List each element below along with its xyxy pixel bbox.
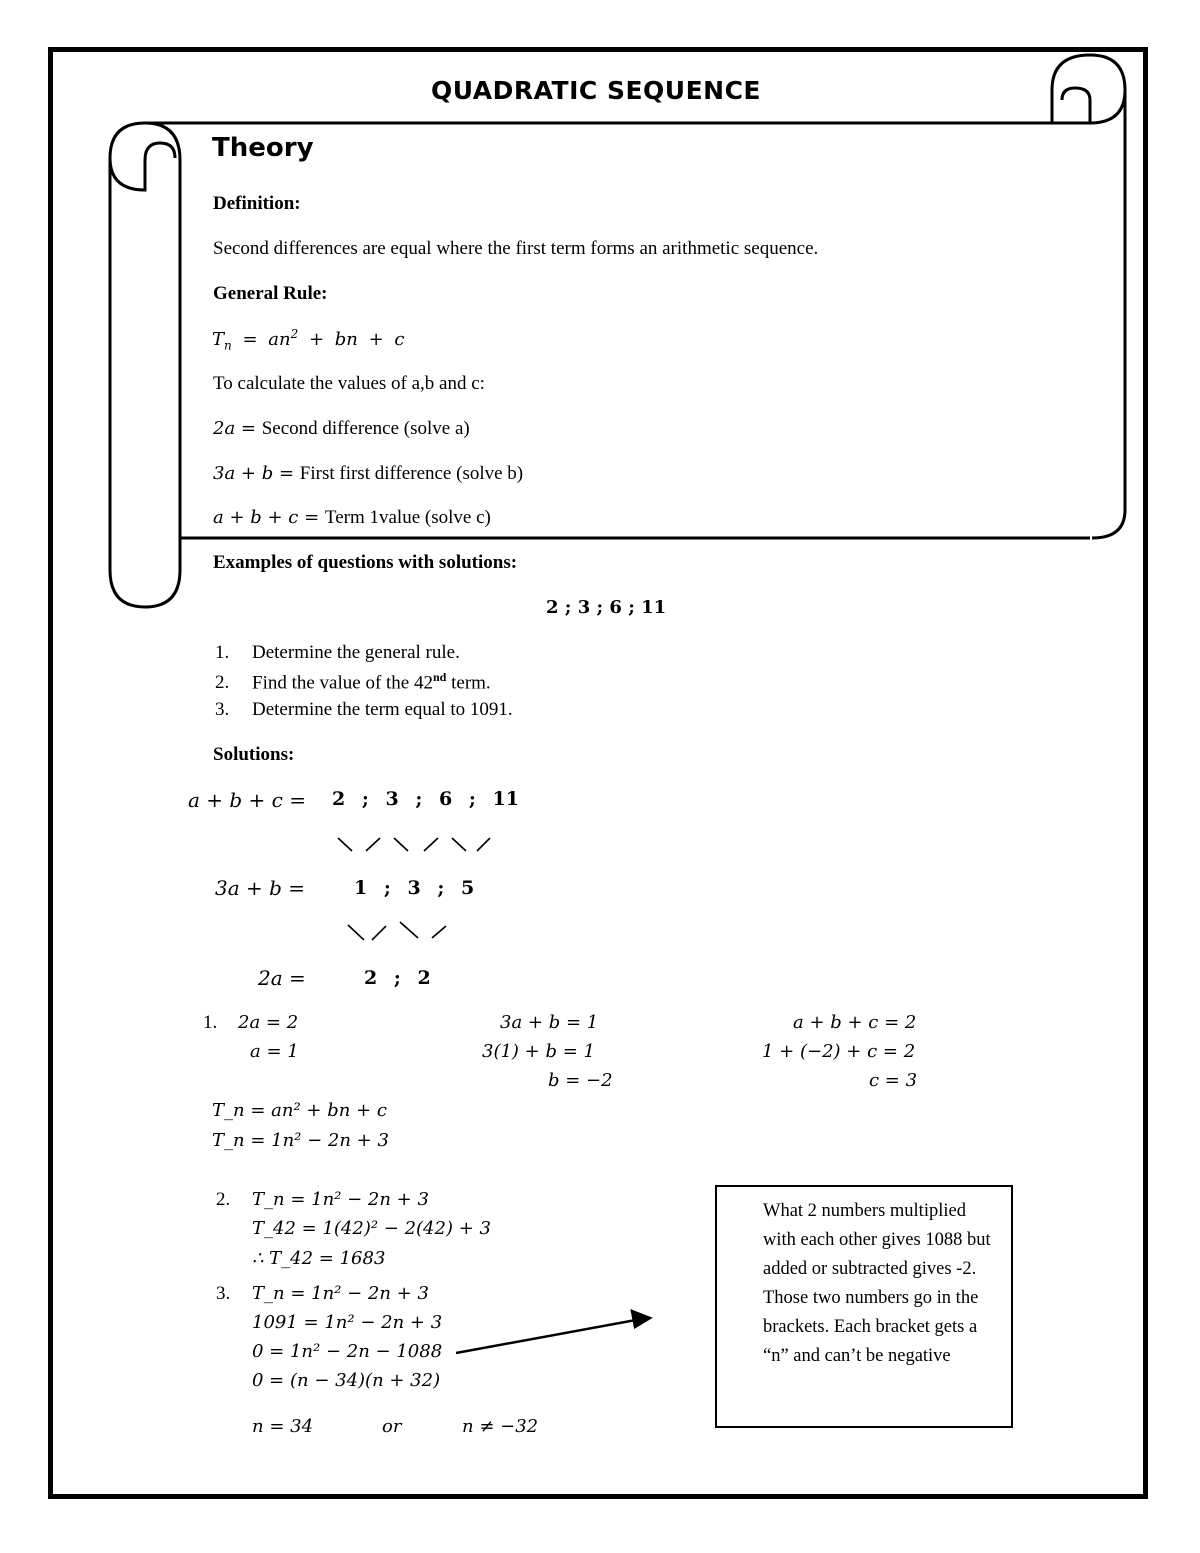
solutions-heading: Solutions: bbox=[213, 744, 295, 765]
general-line-1: T_n = an² + bn + c bbox=[212, 1100, 387, 1121]
s1-col2-line1: 3a + b = 1 bbox=[500, 1012, 599, 1033]
question-3: 3. Determine the term equal to 1091. bbox=[215, 699, 513, 720]
examples-heading: Examples of questions with solutions: bbox=[213, 552, 518, 573]
s2-line1: T_n = 1n² − 2n + 3 bbox=[252, 1189, 429, 1210]
row2-values: 1 ; 3 ; 5 bbox=[354, 877, 475, 899]
s1-col3-line2: 1 + (−2) + c = 2 bbox=[762, 1041, 916, 1062]
s1-col2-line3: b = −2 bbox=[548, 1070, 613, 1091]
s1-col3-line1: a + b + c = 2 bbox=[793, 1012, 917, 1033]
s1-col2-line2: 3(1) + b = 1 bbox=[482, 1041, 595, 1062]
row3-values: 2 ; 2 bbox=[364, 967, 431, 989]
theory-heading: Theory bbox=[212, 133, 314, 163]
s3-line1: T_n = 1n² − 2n + 3 bbox=[252, 1283, 429, 1304]
hint-note-box: What 2 numbers multiplied with each other gives 1088 but added or subtracted gives -2. Those two numbers go in the brackets. Each bracket gets a “n” and can’t be negative bbox=[715, 1185, 1013, 1428]
step-c: a + b + c = Term 1value (solve c) bbox=[213, 507, 491, 528]
row3-label: 2a = bbox=[258, 966, 306, 990]
row1-values: 2 ; 3 ; 6 ; 11 bbox=[332, 788, 519, 810]
s2-line2: T_42 = 1(42)² − 2(42) + 3 bbox=[252, 1218, 491, 1239]
row1-label: a + b + c = bbox=[188, 788, 306, 812]
step-a: 2a = Second difference (solve a) bbox=[213, 418, 470, 439]
step-b: 3a + b = First first difference (solve b) bbox=[213, 463, 524, 484]
question-2: 2. Find the value of the 42nd term. bbox=[215, 670, 491, 694]
definition-label: Definition: bbox=[213, 193, 301, 214]
s3-line2: 1091 = 1n² − 2n + 3 bbox=[252, 1312, 443, 1333]
general-rule-label: General Rule: bbox=[213, 283, 328, 304]
general-rule-formula: $T_n = an^2$ + bn + c bbox=[212, 327, 405, 353]
calc-intro: To calculate the values of a,b and c: bbox=[213, 373, 485, 394]
s1-col3-line3: c = 3 bbox=[869, 1070, 918, 1091]
question-1: 1. Determine the general rule. bbox=[215, 642, 460, 663]
row2-label: 3a + b = bbox=[215, 876, 306, 900]
s3-line3: 0 = 1n² − 2n − 1088 bbox=[252, 1341, 443, 1362]
s1-col1-line1: 2a = 2 bbox=[238, 1012, 299, 1033]
example-sequence: 2 ; 3 ; 6 ; 11 bbox=[546, 597, 667, 618]
s3-line4: 0 = (n − 34)(n + 32) bbox=[252, 1370, 441, 1391]
s2-line3: ∴ T_42 = 1683 bbox=[252, 1248, 386, 1269]
s1-col1-line2: a = 1 bbox=[250, 1041, 299, 1062]
solution-2-number: 2. bbox=[216, 1189, 231, 1210]
final-answer: n = 34 bbox=[252, 1416, 314, 1437]
final-or: or bbox=[382, 1416, 402, 1437]
page-title: QUADRATIC SEQUENCE bbox=[431, 76, 762, 105]
general-line-2: T_n = 1n² − 2n + 3 bbox=[212, 1130, 389, 1151]
final-rejected: n ≠ −32 bbox=[462, 1416, 539, 1437]
definition-text: Second differences are equal where the first term forms an arithmetic sequence. bbox=[213, 238, 819, 259]
solution-3-number: 3. bbox=[216, 1283, 231, 1304]
solution-1-number: 1. bbox=[203, 1012, 218, 1033]
